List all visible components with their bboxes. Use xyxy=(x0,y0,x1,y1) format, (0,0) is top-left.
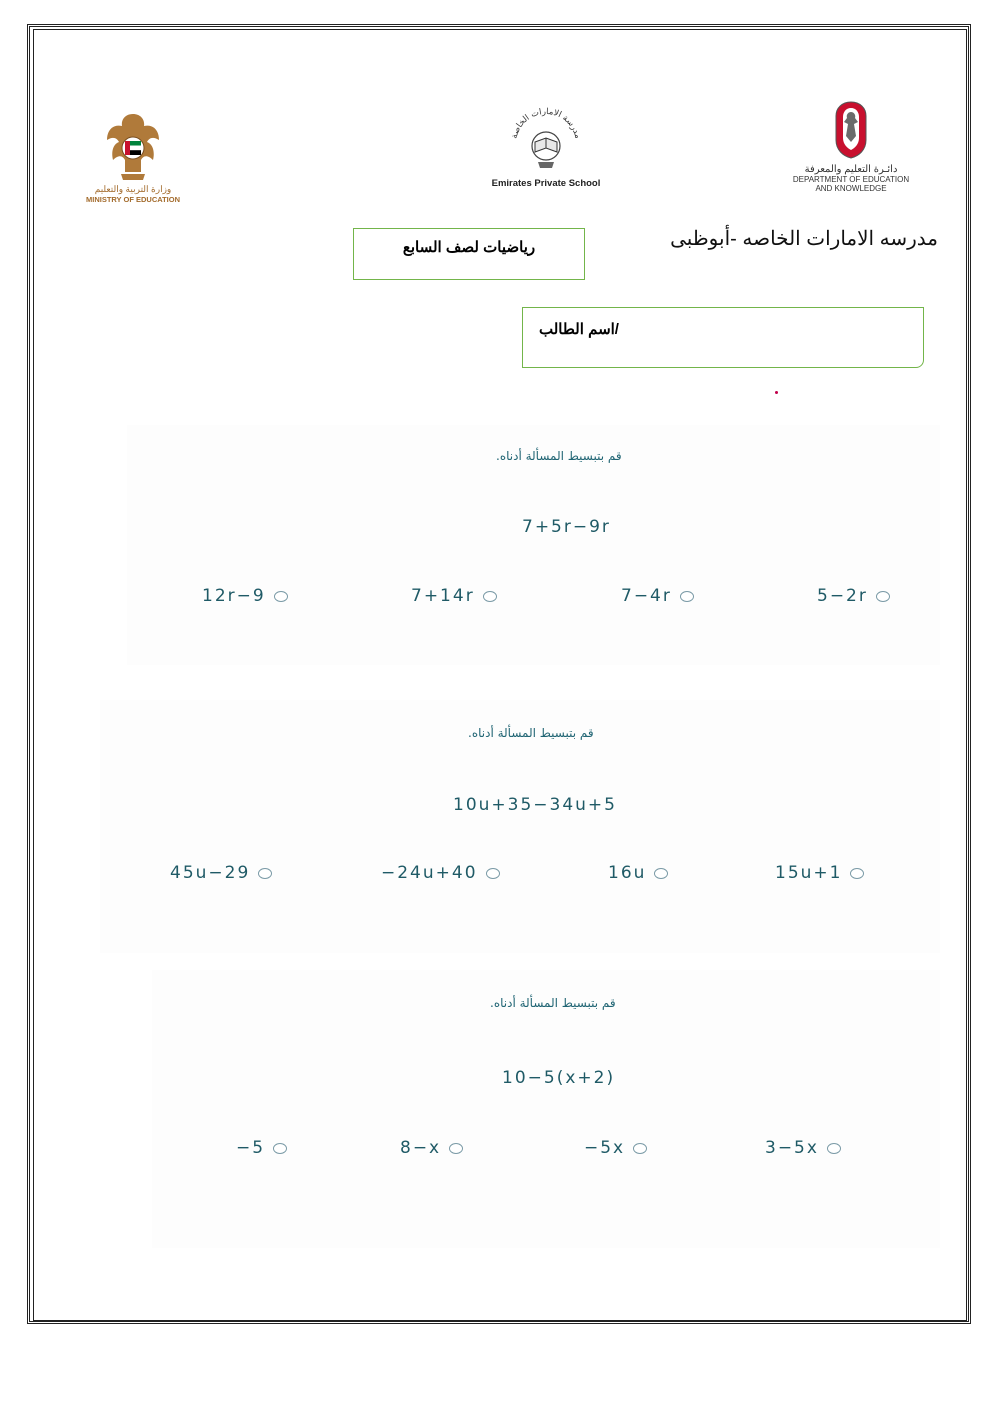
student-name-label: /اسم الطالب xyxy=(539,321,619,338)
radio-button-icon[interactable] xyxy=(486,868,500,879)
option-text: −5x xyxy=(584,1138,626,1158)
radio-button-icon[interactable] xyxy=(273,1143,287,1154)
question-1-option-3[interactable] xyxy=(621,586,694,606)
radio-button-icon[interactable] xyxy=(850,868,864,879)
school-logo xyxy=(490,104,602,189)
ministry-logo-text-ar: وزارة التربية والتعليم xyxy=(94,184,172,194)
question-1-instruction: قم بتبسيط المسألة أدناه. xyxy=(496,449,622,463)
adek-logo-text-ar: دائـرة التعليم والمعرفة xyxy=(804,164,898,175)
ministry-logo-text-en: MINISTRY OF EDUCATION xyxy=(85,195,181,204)
question-1-expression: 7+5r−9r xyxy=(522,517,611,537)
question-3-option-2[interactable] xyxy=(400,1138,463,1158)
question-3-option-4[interactable] xyxy=(765,1138,841,1158)
adek-logo-text-en-1: DEPARTMENT OF EDUCATION xyxy=(792,175,910,184)
subject-box xyxy=(353,228,585,280)
adek-logo xyxy=(786,100,916,193)
option-text: 7+14r xyxy=(411,586,475,606)
svg-text:مدرسة الامارات الخاصة xyxy=(510,107,583,140)
option-text: −24u+40 xyxy=(381,863,478,883)
radio-button-icon[interactable] xyxy=(258,868,272,879)
school-title: مدرسه الامارات الخاصه -أبوظبى xyxy=(670,228,938,250)
option-text: 7−4r xyxy=(621,586,672,606)
question-2-instruction: قم بتبسيط المسألة أدناه. xyxy=(468,726,594,740)
option-text: −5 xyxy=(236,1138,266,1158)
question-1-option-1[interactable] xyxy=(202,586,288,606)
question-3-instruction: قم بتبسيط المسألة أدناه. xyxy=(490,996,616,1010)
question-3-option-3[interactable] xyxy=(584,1138,647,1158)
question-1-option-2[interactable] xyxy=(411,586,497,606)
option-text: 45u−29 xyxy=(170,863,251,883)
falcon-emblem-icon xyxy=(828,100,874,160)
option-text: 16u xyxy=(608,863,647,883)
eagle-emblem-icon xyxy=(103,110,163,182)
stray-dot xyxy=(775,391,778,394)
adek-logo-text-en-2: AND KNOWLEDGE xyxy=(815,184,887,193)
subject-label: رياضيات لصف السابع xyxy=(402,239,536,256)
question-3-expression: 10−5(x+2) xyxy=(502,1068,616,1088)
option-text: 15u+1 xyxy=(775,863,843,883)
question-2-option-2[interactable] xyxy=(381,863,500,883)
radio-button-icon[interactable] xyxy=(274,591,288,602)
school-logo-text-en: Emirates Private School xyxy=(491,178,601,189)
radio-button-icon[interactable] xyxy=(827,1143,841,1154)
question-1-option-4[interactable] xyxy=(817,586,890,606)
radio-button-icon[interactable] xyxy=(680,591,694,602)
radio-button-icon[interactable] xyxy=(483,591,497,602)
question-2-option-1[interactable] xyxy=(170,863,272,883)
radio-button-icon[interactable] xyxy=(654,868,668,879)
question-3-option-1[interactable] xyxy=(236,1138,287,1158)
question-2-option-4[interactable] xyxy=(775,863,864,883)
radio-button-icon[interactable] xyxy=(449,1143,463,1154)
option-text: 5−2r xyxy=(817,586,868,606)
student-name-box[interactable] xyxy=(522,307,924,368)
question-2-option-3[interactable] xyxy=(608,863,668,883)
option-text: 12r−9 xyxy=(202,586,266,606)
ministry-logo xyxy=(78,110,188,204)
option-text: 3−5x xyxy=(765,1138,819,1158)
radio-button-icon[interactable] xyxy=(876,591,890,602)
book-emblem-icon xyxy=(508,104,584,172)
question-panel-3 xyxy=(152,970,940,1248)
question-2-expression: 10u+35−34u+5 xyxy=(453,795,617,815)
radio-button-icon[interactable] xyxy=(633,1143,647,1154)
option-text: 8−x xyxy=(400,1138,442,1158)
school-logo-arc-text: مدرسة الامارات الخاصة xyxy=(509,106,583,140)
